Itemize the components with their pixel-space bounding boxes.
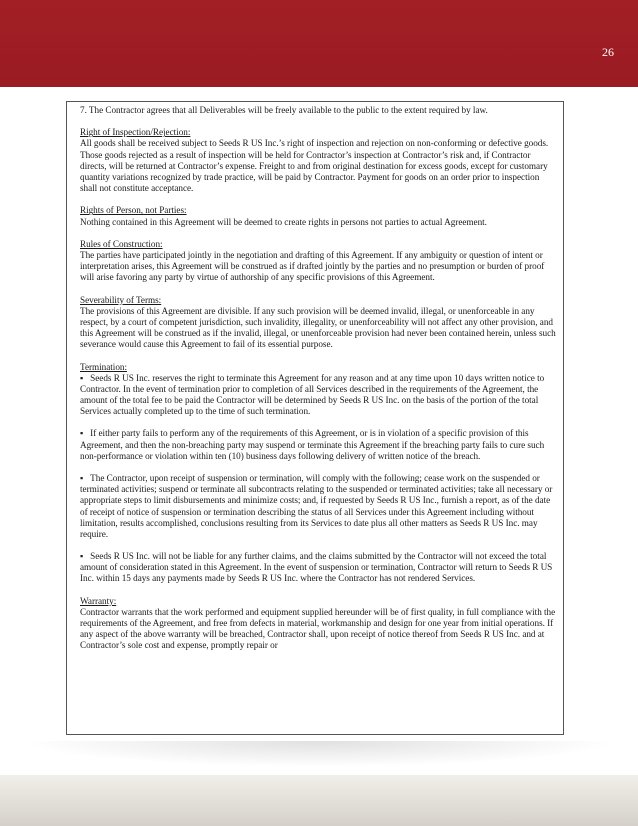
termination-bullet: ▪ Seeds R US Inc. will not be liable for any further claims, and the claims submitted by the Contractor will not exceed the total amount of consideration stated in this Agreement. In the event of suspension or termination, Contractor will return to Seeds R US Inc. within 15 days any payments made by Seeds R US Inc. where the Contractor has not rendered Services. xyxy=(80,551,556,584)
section-body-inspection: All goods shall be received subject to Seeds R US Inc.’s right of inspection and rejection on non-conforming or defective goods. Those goods rejected as a result of inspection will be held for Contractor’s inspection at Contractor’s risk and, if Contractor directs, will be returned at Contractor’s expense. Freight to and from original destination for excess goods, except for customary quantity variations recognized by trade practice, will be paid by Contractor. Payment for goods on an order prior to inspection shall not constitute acceptance. xyxy=(80,138,549,194)
intro-paragraph: 7. The Contractor agrees that all Deliverables will be freely available to the public to the extent required by law. xyxy=(80,105,488,115)
header-band xyxy=(0,0,638,87)
footer-band xyxy=(0,775,638,826)
section-heading-warranty: Warranty: xyxy=(80,595,117,606)
section-rights xyxy=(80,205,556,227)
section-termination xyxy=(80,362,556,418)
termination-bullet: ▪ If either party fails to perform any of the requirements of this Agreement, or is in violation of a specific provision of this Agreement, and then the non-breaching party may suspend or terminate this Agreement if the breaching party fails to cure such non-performance or violation within ten (10) business days following delivery of written notice of the breach. xyxy=(80,428,556,461)
section-inspection xyxy=(80,127,556,194)
section-heading-termination: Termination: xyxy=(80,361,127,372)
termination-bullet: ▪ The Contractor, upon receipt of suspension or termination, will comply with the following; cease work on the suspended or terminated activities; suspend or terminate all subcontracts relating to the suspended or terminated activities; take all necessary or appropriate steps to limit disbursements and minimize costs; and, if requested by Seeds R US Inc., furnish a report, as of the date of receipt of notice of suspension or termination describing the status of all Services under this Agreement including without limitation, results accomplished, conclusions resulting from its Services to date plus all other matters as Seeds R US Inc. may require. xyxy=(80,473,556,540)
section-body-rights: Nothing contained in this Agreement will be deemed to create rights in persons not parties to actual Agreement. xyxy=(80,216,487,227)
section-heading-inspection: Right of Inspection/Rejection: xyxy=(80,127,191,138)
section-warranty xyxy=(80,596,556,652)
section-body-severability: The provisions of this Agreement are divisible. If any such provision will be deemed invalid, illegal, or unenforceable in any respect, by a court of competent jurisdiction, such invalidity, illegality, or unenforceability will not affect any other provision, and this Agreement will be construed as if the invalid, illegal, or unenforceable provision had never been contained herein, unless such severance would cause this Agreement to fail of its essential purpose. xyxy=(80,305,556,350)
section-body-construction: The parties have participated jointly in the negotiation and drafting of this Agreement. If any ambiguity or question of intent or interpretation arises, this Agreement will be construed as if drafted jointly by the parties and no presumption or burden of proof will arise favoring any party by virtue of authorship of any specific provisions of this Agreement. xyxy=(80,249,545,283)
page-shadow xyxy=(20,741,618,767)
document-body xyxy=(66,101,564,735)
page-number: 26 xyxy=(602,45,614,59)
section-heading-severability: Severability of Terms: xyxy=(80,294,162,305)
section-heading-rights: Rights of Person, not Parties: xyxy=(80,205,187,216)
section-body-warranty: Contractor warrants that the work performed and equipment supplied hereunder will be of first quality, in full compliance with the requirements of the Agreement, and free from defects in material, workmanship and design for one year from initial operations. If any aspect of the above warranty will be breached, Contractor shall, upon receipt of notice thereof from Seeds R US Inc. and at Contractor’s sole cost and expense, promptly repair or xyxy=(80,606,556,651)
section-heading-construction: Rules of Construction: xyxy=(80,238,163,249)
termination-bullet: ▪ Seeds R US Inc. reserves the right to terminate this Agreement for any reason and at any time upon 10 days written notice to Contractor. In the event of termination prior to completion of all Services described in the requirements of the Agreement, the amount of the total fee to be paid the Contractor will be determined by Seeds R US Inc. on the basis of the portion of the total Services actually completed up to the time of such termination. xyxy=(80,373,544,416)
section-construction xyxy=(80,239,556,284)
section-severability xyxy=(80,295,556,351)
